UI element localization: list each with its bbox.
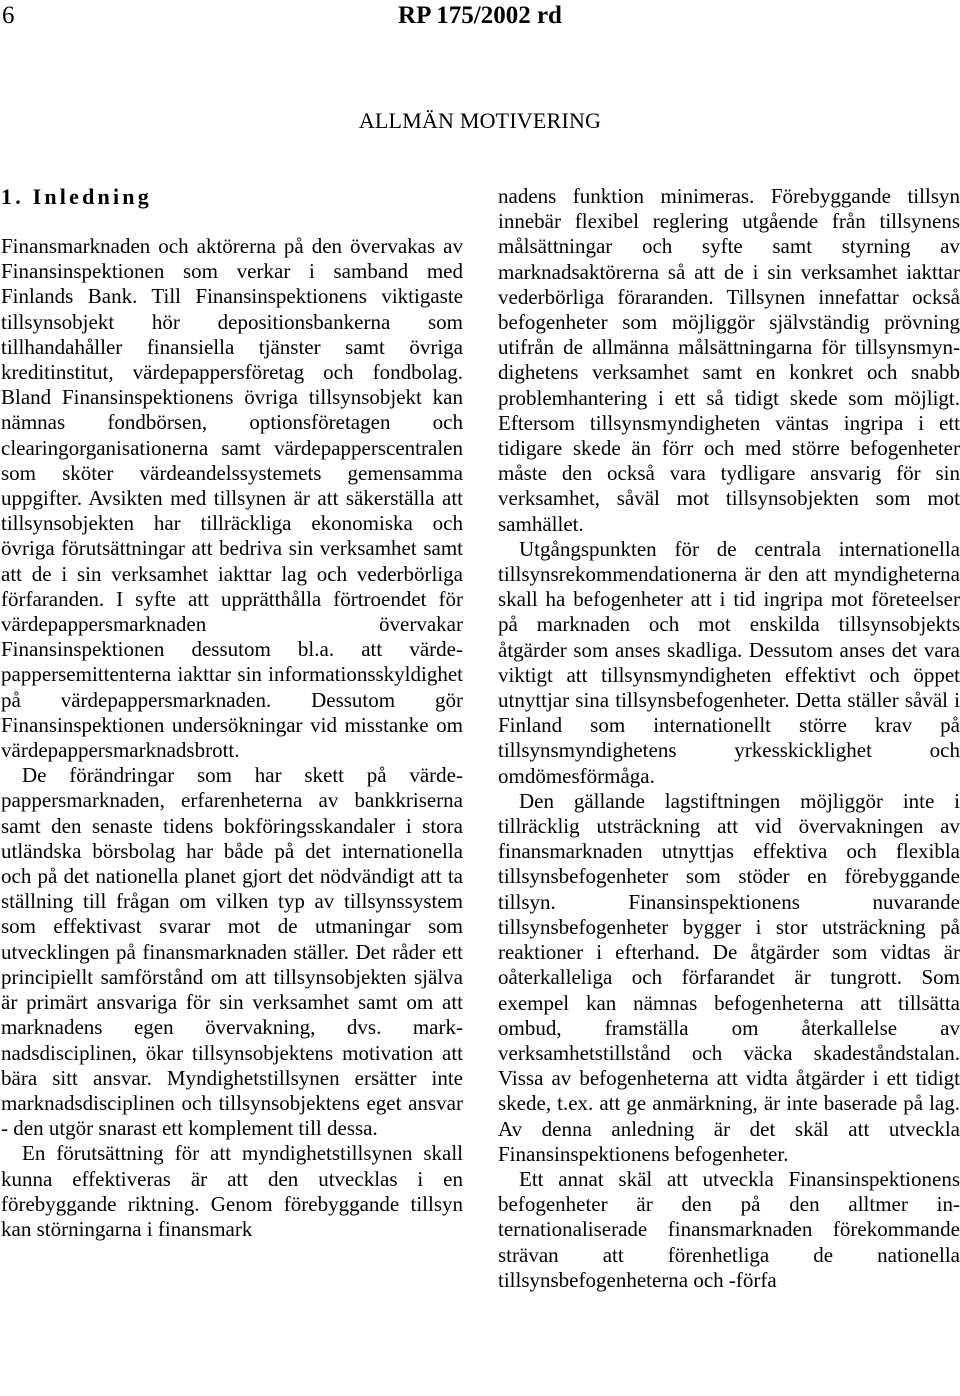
paragraph: Finansmarknaden och aktörerna på den övervakas av Finansinspektionen som verkar i samband med Finlands Bank. Till Finansinspektionens viktigaste tillsynsobjekt hör depositionsbankerna som tillhandahåller finansiella tjänster samt övriga kreditinstitut, värdepappersföretag och fondbolag. Bland Finansinspektionens övriga tillsynsobjekt kan nämnas fondbörsen, optionsföretagen och clearingorganisationerna samt värdepapperscentralen som sköter värdeandelssystemets gemensamma uppgifter. Avsikten med tillsynen är att säkerställa att tillsynsobjekten har tillräckliga ekonomiska och övriga förutsättningar att bedriva sin verksamhet samt att de i sin verksamhet iakttar lag och vederbörliga förfaranden. I syfte att upprätthålla förtroendet för värdepappersmarknaden övervakar Finansinspektionen dessutom bl.a. att värdepappersemittenterna iakttar sin informationsskyldighet på värdepappersmarknaden. Dessutom gör Finansinspektionen undersökningar vid misstanke om värdepappersmarknadsbrott.	[1, 234, 463, 763]
chapter-heading: 1. Inledning	[1, 184, 152, 209]
section-title: ALLMÄN MOTIVERING	[358, 108, 602, 133]
paragraph: En förutsättning för att myndighetstillsynen skall kunna effektiveras är att den utvecklas i en förebyggande riktning. Genom förebyggande tillsyn kan störningarna i finansmark	[1, 1141, 463, 1241]
paragraph: Utgångspunkten för de centrala internationella tillsynsrekommendationerna är den att myndigheterna skall ha befogenheter att i tid ingripa mot företeelser på marknaden och mot enskilda tillsynsobjekts åtgärder som anses skadliga. Dessutom anses det vara viktigt att tillsynsmyndigheten effektivt och öppet utnyttjar sina tillsynsbefogenheter. Detta ställer såväl i Finland som internationellt större krav på tillsynsmyndighetens yrkesskicklighet och omdömesförmåga.	[498, 536, 960, 788]
paragraph: nadens funktion minimeras. Förebyggande tillsyn innebär flexibel reglering utgående från tillsynens målsättningar och syfte samt styrning av marknadsaktörerna så att de i sin verksamhet iakttar vederbörliga föraranden. Tillsynen innefattar också befogenheter som möjliggör självständig prövning utifrån de allmänna målsättningarna för tillsynsmyndighetens verksamhet samt en konkret och snabb problemhantering i ett så tidigt skede som möjligt. Eftersom tillsynsmyndigheten väntas ingripa i ett tidigare skede än förr och med större befogenheter måste den också vara tydligare ansvarig för sin verksamhet, såväl mot tillsynsobjekten som mot samhället.	[498, 184, 960, 536]
page-number: 6	[2, 2, 15, 29]
left-column	[1, 184, 463, 1242]
paragraph: De förändringar som har skett på värdepappersmarknaden, erfarenheterna av bankkriserna samt den senaste tidens bokföringsskandaler i stora utländska börsbolag har både på det internationella och på det nationella planet gjort det nödvändigt att ta ställning till frågan om vilken typ av tillsynssystem som effektivast svarar mot de utmaningar som utvecklingen på finansmarknaden ställer. Det råder ett principiellt samförstånd om att tillsynsobjekten själva är primärt ansvariga för sin verksamhet samt om att marknadens egen övervakning, dvs. marknadsdisciplinen, ökar tillsynsobjektens motivation att bära sitt ansvar. Myndighetstillsynen ersätter inte marknadsdisciplinen och tillsynsobjektens eget ansvar - den utgör snarast ett komplement till dessa.	[1, 763, 463, 1141]
document-id: RP 175/2002 rd	[398, 2, 562, 29]
right-column	[498, 184, 960, 1293]
paragraph: Ett annat skäl att utveckla Finansinspektionens befogenheter är den på den alltmer internationaliserade finansmarknaden förekommande strävan att förenhetliga de nationella tillsynsbefogenheterna och -förfa	[498, 1166, 960, 1292]
paragraph: Den gällande lagstiftningen möjliggör inte i tillräcklig utsträckning att vid övervakningen av finansmarknaden utnyttjas effektiva och flexibla tillsynsbefogenheter som stöder en förebyggande tillsyn. Finansinspektionens nuvarande tillsynsbefogenheter bygger i stor utsträckning på reaktioner i efterhand. De åtgärder som vidtas är oåterkalleliga och förfarandet är tungrott. Som exempel kan nämnas befogenheterna att tillsätta ombud, framställa om återkallelse av verksamhetstillstånd och väcka skadeståndstalan. Vissa av befogenheterna att vidta åtgärder i ett tidigt skede, t.ex. att ge anmärkning, är inte baserade på lag. Av denna anledning är det skäl att utveckla Finansinspektionens befogenheter.	[498, 788, 960, 1166]
